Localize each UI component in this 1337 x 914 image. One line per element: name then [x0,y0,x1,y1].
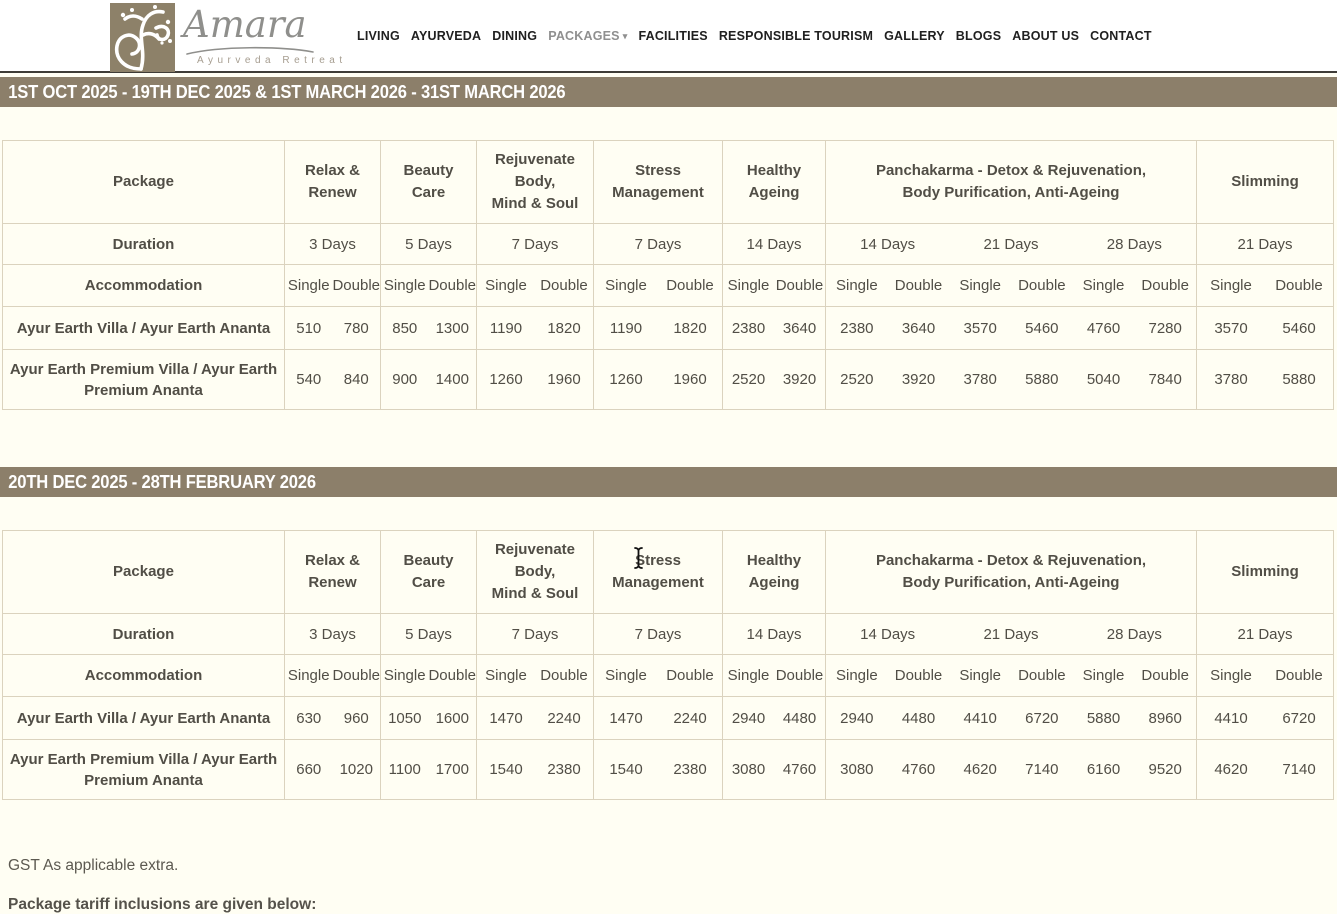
price-value: 2240 [547,709,581,727]
room-type-name: Ayur Earth Premium Villa / Ayur Earth Premium Ananta [3,350,285,410]
table-row [3,350,1334,410]
price-value: 2380 [731,319,766,337]
occupancy-label: Double [428,277,476,294]
price-value: 5880 [1282,371,1316,388]
duration-value: 3 Days [309,235,356,253]
accommodation-cell [723,655,826,697]
price-cell [477,740,594,800]
price-value: 7140 [1025,761,1059,778]
price-value: 660 [296,761,322,778]
accommodation-cell [1197,265,1334,307]
occupancy-label: Single [727,277,770,294]
accommodation-row [3,655,1334,697]
price-cell [285,307,381,350]
price-value: 1960 [547,371,581,388]
price-cell [826,740,1197,800]
accommodation-cell [477,265,594,307]
accommodation-cell [594,655,723,697]
table-row [3,740,1334,800]
price-value: 2240 [673,709,707,727]
duration-cell [723,614,826,655]
package-column-header [1197,141,1334,224]
price-cell [594,350,723,410]
column-header-line: Slimming [1231,173,1299,191]
nav-item-ayurveda[interactable]: AYURVEDA [410,29,482,43]
duration-value: 21 Days [983,235,1039,253]
price-value: 1820 [673,319,707,337]
nav-item-responsible-tourism[interactable]: RESPONSIBLE TOURISM [718,29,874,43]
price-cell [285,740,381,800]
column-header-line: Healthy [746,552,802,570]
price-value: 1020 [339,761,373,778]
occupancy-label: Single [727,667,770,684]
season-banner-text: 20TH DEC 2025 - 28TH FEBRUARY 2026 [8,472,316,492]
occupancy-label: Double [1141,667,1189,684]
column-header-line: Stress [635,552,681,570]
price-value: 6720 [1025,709,1059,727]
occupancy-label: Single [485,277,527,294]
occupancy-label: Single [605,667,647,684]
price-value: 2520 [840,371,874,388]
accommodation-cell [285,655,381,697]
package-column-header [594,141,723,224]
column-header-line: Beauty [403,162,454,180]
price-value: 5460 [1025,319,1059,337]
inclusions-heading: Package tariff inclusions are given below: [8,896,317,913]
price-value: 5880 [1025,371,1059,388]
occupancy-label: Double [1275,277,1323,294]
price-cell [1197,307,1334,350]
column-header-line: Slimming [1231,563,1299,581]
duration-value: 7 Days [511,625,559,643]
occupancy-label: Single [287,277,330,294]
gst-note: GST As applicable extra. [8,857,179,874]
column-header-line: Panchakarma - Detox & Rejuvenation, [875,552,1147,570]
price-value: 4620 [963,761,997,778]
season-banner [0,77,1337,107]
price-value: 1540 [489,761,523,778]
occupancy-label: Double [540,277,588,294]
brand-tagline: Ayurveda Retreat [197,55,347,66]
price-value: 3080 [840,761,874,778]
price-value: 1470 [609,709,643,727]
price-value: 850 [392,319,418,337]
row-header-package: Package [3,531,285,614]
price-value: 900 [392,371,418,388]
duration-cell [594,614,723,655]
price-value: 540 [296,371,322,388]
price-value: 2380 [547,761,581,778]
occupancy-label: Double [666,667,714,684]
price-cell [285,697,381,740]
duration-value: 14 Days [746,625,802,643]
price-value: 3640 [782,319,817,337]
accommodation-cell [723,265,826,307]
package-column-header [723,531,826,614]
duration-cell [477,224,594,265]
price-cell [826,697,1197,740]
price-cell [826,350,1197,410]
duration-cell [1197,224,1334,265]
price-value: 6160 [1086,761,1121,778]
occupancy-label: Single [605,277,647,294]
duration-value: 5 Days [405,625,452,643]
price-value: 3780 [1214,371,1248,388]
price-value: 4480 [782,709,817,727]
occupancy-label: Double [332,277,380,294]
price-cell [723,350,826,410]
price-cell [723,307,826,350]
price-value: 630 [296,709,322,727]
duration-value: 14 Days [746,235,802,253]
price-cell [594,307,723,350]
occupancy-label: Single [485,667,527,684]
column-header-line: Mind & Soul [491,194,579,212]
price-value: 7840 [1148,371,1182,388]
package-column-header [477,531,594,614]
price-value: 3920 [782,371,817,388]
occupancy-label: Single [1082,667,1125,684]
price-value: 960 [343,709,369,727]
price-value: 7140 [1282,761,1316,778]
duration-value: 28 Days [1106,235,1162,253]
occupancy-label: Single [1210,277,1252,294]
package-column-header [477,141,594,224]
price-value: 4760 [782,761,817,778]
duration-cell [381,224,477,265]
price-value: 1190 [489,319,523,337]
occupancy-label: Single [383,667,426,684]
duration-value: 14 Days [860,625,916,643]
package-column-header [285,531,381,614]
column-header-line: Management [612,574,704,591]
column-header-line: Beauty [403,552,454,570]
price-value: 5880 [1086,709,1121,727]
price-value: 840 [343,371,369,388]
table-row [3,307,1334,350]
page-content [0,73,1337,914]
duration-row [3,614,1334,655]
price-cell [381,307,477,350]
column-header-line: Ageing [748,184,800,201]
table-header-row [3,141,1334,224]
row-header-duration: Duration [3,614,285,655]
occupancy-label: Double [428,667,476,684]
room-type-name: Ayur Earth Villa / Ayur Earth Ananta [3,307,285,350]
price-value: 4760 [1086,319,1121,337]
price-cell [594,697,723,740]
occupancy-label: Double [540,667,588,684]
package-column-header [285,141,381,224]
occupancy-label: Single [835,277,878,294]
price-cell [285,350,381,410]
price-value: 1260 [489,371,523,388]
price-cell [826,307,1197,350]
accommodation-cell [826,265,1197,307]
row-header-package: Package [3,141,285,224]
price-value: 4410 [1214,709,1248,727]
duration-value: 14 Days [860,235,916,253]
site-header [0,0,1337,73]
occupancy-label: Double [1018,277,1066,294]
duration-cell [285,614,381,655]
occupancy-label: Double [1141,277,1189,294]
package-column-header [1197,531,1334,614]
accommodation-cell [381,655,477,697]
occupancy-label: Double [666,277,714,294]
occupancy-label: Double [894,667,943,684]
price-value: 1470 [489,709,523,727]
price-cell [723,740,826,800]
price-value: 3570 [1214,319,1248,337]
duration-cell [826,224,1197,265]
row-header-accommodation: Accommodation [3,265,285,307]
duration-cell [381,614,477,655]
price-value: 1260 [609,371,643,388]
table-row [3,697,1334,740]
column-header-line: Rejuvenate [494,151,576,169]
price-cell [723,697,826,740]
room-type-name: Ayur Earth Premium Villa / Ayur Earth Premium Ananta [3,740,285,800]
room-type-name: Ayur Earth Villa / Ayur Earth Ananta [3,697,285,740]
price-cell [381,350,477,410]
duration-cell [594,224,723,265]
price-value: 1700 [435,761,469,778]
column-header-line: Mind & Soul [491,584,579,602]
price-value: 1960 [673,371,707,388]
package-column-header [381,531,477,614]
price-value: 1540 [609,761,643,778]
price-cell [477,307,594,350]
nav-item-packages[interactable]: PACKAGES ▾ [548,29,628,43]
duration-value: 28 Days [1106,625,1162,643]
price-value: 780 [343,319,369,337]
nav-item-contact[interactable]: CONTACT [1090,29,1152,43]
occupancy-label: Single [959,667,1002,684]
price-value: 5460 [1282,319,1316,337]
price-value: 3640 [901,319,936,337]
accommodation-cell [381,265,477,307]
occupancy-label: Double [775,667,824,684]
price-value: 3920 [901,371,936,388]
price-cell [477,697,594,740]
price-value: 1100 [388,761,421,778]
price-cell [1197,740,1334,800]
row-header-accommodation: Accommodation [3,655,285,697]
duration-cell [826,614,1197,655]
column-header-line: Care [411,574,446,591]
brand-name: Amara [183,3,307,46]
occupancy-label: Single [1210,667,1252,684]
price-value: 3570 [963,319,997,337]
duration-value: 3 Days [309,625,356,643]
duration-value: 7 Days [634,625,682,643]
accommodation-cell [826,655,1197,697]
rates-table [2,140,1334,410]
price-cell [1197,350,1334,410]
column-header-line: Body Purification, Anti-Ageing [902,184,1120,201]
price-value: 3780 [963,371,997,388]
price-value: 1190 [609,319,643,337]
price-value: 4480 [901,709,936,727]
price-value: 4410 [963,709,997,727]
column-header-line: Care [411,184,446,201]
logo-tree-icon [110,3,175,72]
column-header-line: Body, [514,173,556,191]
price-value: 2380 [673,761,707,778]
nav-item-blogs[interactable]: BLOGS [955,29,1002,43]
accommodation-row [3,265,1334,307]
duration-cell [285,224,381,265]
package-column-header [826,141,1197,224]
occupancy-label: Double [775,277,824,294]
price-cell [594,740,723,800]
duration-value: 21 Days [1237,235,1293,253]
price-value: 1300 [435,319,469,337]
column-header-line: Healthy [746,162,802,180]
price-value: 2940 [840,709,874,727]
nav-item-gallery[interactable]: GALLERY [884,29,945,43]
column-header-line: Stress [635,162,681,180]
column-header-line: Renew [308,574,357,591]
occupancy-label: Single [835,667,878,684]
price-value: 8960 [1148,709,1182,727]
duration-value: 7 Days [634,235,682,253]
duration-value: 21 Days [1237,625,1293,643]
nav-item-dining[interactable]: DINING [492,29,538,43]
column-header-line: Relax & [304,552,361,570]
column-header-line: Panchakarma - Detox & Rejuvenation, [875,162,1147,180]
price-value: 7280 [1148,319,1182,337]
accommodation-cell [1197,655,1334,697]
occupancy-label: Single [1082,277,1125,294]
price-value: 4620 [1214,761,1248,778]
accommodation-cell [285,265,381,307]
column-header-line: Rejuvenate [494,541,576,559]
occupancy-label: Double [1018,667,1066,684]
occupancy-label: Double [332,667,380,684]
package-column-header [594,531,723,614]
price-value: 1600 [435,709,469,727]
price-value: 4760 [901,761,936,778]
price-value: 2380 [840,319,874,337]
price-value: 2940 [731,709,766,727]
price-value: 5040 [1086,371,1121,388]
main-nav [357,29,1152,43]
column-header-line: Renew [308,184,357,201]
duration-value: 7 Days [511,235,559,253]
duration-cell [477,614,594,655]
column-header-line: Ageing [748,574,800,591]
accommodation-cell [594,265,723,307]
price-value: 510 [296,319,322,337]
logo[interactable] [110,3,175,72]
table-header-row [3,531,1334,614]
price-value: 1400 [435,371,469,388]
duration-row [3,224,1334,265]
package-column-header [723,141,826,224]
row-header-duration: Duration [3,224,285,265]
price-value: 1050 [388,709,422,727]
price-cell [381,697,477,740]
price-value: 6720 [1282,709,1316,727]
nav-item-facilities[interactable]: FACILITIES [638,29,708,43]
column-header-line: Body, [514,563,556,581]
occupancy-label: Single [959,277,1002,294]
package-column-header [381,141,477,224]
nav-item-about-us[interactable]: ABOUT US [1012,29,1080,43]
duration-cell [1197,614,1334,655]
price-value: 3080 [731,761,766,778]
package-column-header [826,531,1197,614]
occupancy-label: Single [287,667,330,684]
rates-table [2,530,1334,800]
duration-value: 5 Days [405,235,452,253]
season-banner [0,467,1337,497]
column-header-line: Relax & [304,162,361,180]
season-banner-text: 1ST OCT 2025 - 19TH DEC 2025 & 1ST MARCH 2026 - 31ST MARCH 2026 [8,82,566,102]
price-value: 1820 [547,319,581,337]
price-cell [1197,697,1334,740]
occupancy-label: Double [894,277,943,294]
accommodation-cell [477,655,594,697]
column-header-line: Body Purification, Anti-Ageing [902,574,1120,591]
column-header-line: Management [612,184,704,201]
occupancy-label: Double [1275,667,1323,684]
price-cell [477,350,594,410]
price-cell [381,740,477,800]
duration-value: 21 Days [983,625,1039,643]
nav-item-living[interactable]: LIVING [357,29,400,43]
chevron-down-icon: ▾ [622,31,628,41]
occupancy-label: Single [383,277,426,294]
price-value: 2520 [731,371,766,388]
price-value: 9520 [1148,761,1182,778]
duration-cell [723,224,826,265]
